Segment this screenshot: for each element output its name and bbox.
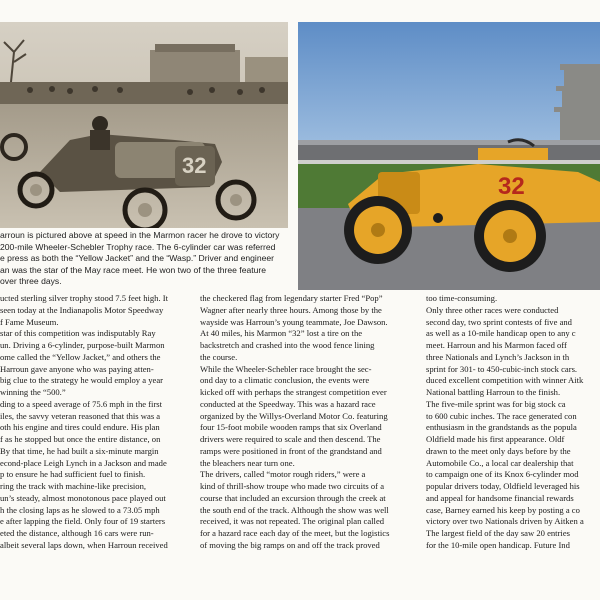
photo-caption (0, 230, 296, 288)
text-line: conducted at the Speedway. This was a hazard race (200, 398, 376, 409)
color-car-photo (298, 22, 600, 290)
text-line: Wagner after nearly three hours. Among those by the (200, 304, 382, 315)
left-car-number: 32 (182, 153, 207, 178)
text-line: received, it was not repeated. The original plan called (200, 516, 385, 527)
text-line: of moving the big ramps on and off the track proved (200, 539, 380, 550)
text-line: ond day to a climatic conclusion, the events were (200, 375, 370, 386)
text-line: kind of thrill-show troupe who made two circuits of a (200, 481, 385, 491)
text-line: as well as a 10-mile handicap open to any c (426, 328, 576, 339)
text-line: p to ensure he had sufficient fuel to finish. (0, 469, 146, 480)
text-line: At 40 miles, his Marmon “32” lost a tire on the (200, 328, 363, 339)
text-line: for the 10-mile open handicap. Future Ind (426, 539, 570, 550)
yellow-car-illustration (298, 22, 600, 290)
text-line: star of this competition was indisputably Ray (0, 328, 156, 339)
text-line: The largest field of the day saw 20 entries (426, 528, 570, 538)
text-line: Oldfield made his first appearance. Oldf (426, 434, 565, 444)
text-line: the south end of the track. Although the show was well (200, 504, 389, 515)
text-line: oth his engine and tires could endure. His plan (0, 422, 160, 433)
caption-line: over three days. (0, 276, 62, 287)
caption-line: an was the star of the May race meet. He won two of the three feature (0, 264, 267, 275)
text-line: iles, the savvy veteran reasoned that this was a (0, 410, 161, 421)
article-column-2 (200, 293, 390, 552)
text-line: popular drivers today, Oldfield leveraged his (426, 481, 580, 491)
text-line: h the closing laps as he slowed to a 73.05 mph (0, 504, 160, 515)
text-line: organized by the Willys-Overland Motor Co. featuring (200, 410, 388, 421)
right-car-number: 32 (498, 173, 525, 200)
sepia-race-photo (0, 22, 288, 228)
text-line: The drivers, called “motor rough riders,” were a (200, 469, 366, 480)
text-line: the bleachers near turn one. (200, 457, 295, 468)
caption-line: arroun is pictured above at speed in the Marmon racer he drove to victory (0, 230, 280, 240)
text-line: second day, two sprint contests of five and (426, 316, 572, 327)
text-line: seen today at the Indianapolis Motor Speedway (0, 304, 164, 315)
text-line: victory over two Nationals driven by Aitken a (426, 516, 584, 527)
text-line: case, Barney earned his keep by posting a co (426, 504, 580, 515)
sepia-race-illustration (0, 22, 288, 228)
text-line: f Fame Museum. (0, 316, 59, 327)
text-line: ramps were positioned in front of the grandstand and (200, 445, 382, 456)
text-line: ucted sterling silver trophy stood 7.5 feet high. It (0, 293, 169, 303)
text-line: meet. Harroun and his Marmon faced off (426, 340, 567, 350)
text-line: backstretch and crashed into the wood fence lining (200, 340, 375, 350)
text-line: un. Driving a 6-cylinder, purpose-built Marmon (0, 340, 165, 350)
text-line: sprint for 301- to 450-cubic-inch stock cars. (426, 363, 578, 374)
text-line: Automobile Co., a local car dealership that (426, 457, 574, 468)
text-line: to campaign one of its Knox 6-cylinder mod (426, 469, 579, 480)
text-line: for a hazard race each day of the meet, but the logistics (200, 528, 390, 538)
text-line: e after lapping the field. Only four of 19 starters (0, 516, 166, 527)
text-line: enthusiasm in the grandstands as the popula (426, 422, 577, 433)
text-line: wayside was Harroun’s young teammate, Joe Dawson. (200, 316, 388, 327)
text-line: kicked off with perhaps the strangest competition ever (200, 387, 387, 397)
text-line: albeit several laps down, when Harroun received (0, 539, 168, 550)
text-line: f as he stopped but once the entire distance, on (0, 434, 161, 444)
text-line: the checkered flag from legendary starter Fred “Pop” (200, 293, 383, 303)
text-line: four 15-foot mobile wooden ramps that six Overland (200, 422, 382, 433)
text-line: ome called the “Yellow Jacket,” and others the (0, 351, 161, 362)
caption-line: 200-mile Wheeler-Schebler Trophy race. The 6-cylinder car was referred (0, 241, 276, 252)
text-line: drivers were required to scale and then descend. The (200, 434, 381, 444)
text-line: three Nationals and Lynch’s Jackson in th (426, 351, 570, 362)
article-column-3 (426, 293, 600, 552)
text-line: ring the track with machine-like precision, (0, 481, 147, 491)
text-line: un’s steady, almost monotonous pace played out (0, 492, 166, 503)
text-line: econd-place Leigh Lynch in a Jackson and made (0, 457, 167, 468)
text-line: duced excellent competition with winner Aitk (426, 375, 584, 386)
text-line: ding to a speed average of 75.6 mph in the first (0, 398, 163, 409)
text-line: Only three other races were conducted (426, 304, 559, 315)
text-line: course that included an excursion through the creek at (200, 492, 386, 503)
text-line: While the Wheeler-Schebler race brought the sec- (200, 363, 372, 374)
caption-line: e press as both the “Yellow Jacket” and the “Wasp.” Driver and engineer (0, 253, 275, 264)
text-line: and appeal for handsome financial rewards (426, 492, 574, 503)
text-line: By that time, he had built a six-minute margin (0, 445, 159, 456)
text-line: winning the “500.” (0, 387, 66, 397)
text-line: too time-consuming. (426, 293, 498, 303)
text-line: National battling Harroun to the finish. (426, 387, 561, 397)
text-line: to 600 cubic inches. The race generated con (426, 410, 577, 421)
text-line: big clue to the strategy he would employ a year (0, 375, 163, 386)
text-line: the course. (200, 351, 238, 362)
text-line: drawn to the meet only days before by the (426, 445, 571, 456)
text-line: The five-mile sprint was for big stock ca (426, 398, 566, 409)
article-column-1 (0, 293, 192, 552)
text-line: Harroun gave anyone who was paying atten- (0, 363, 154, 374)
text-line: eted the distance, although 16 cars were run- (0, 528, 154, 538)
